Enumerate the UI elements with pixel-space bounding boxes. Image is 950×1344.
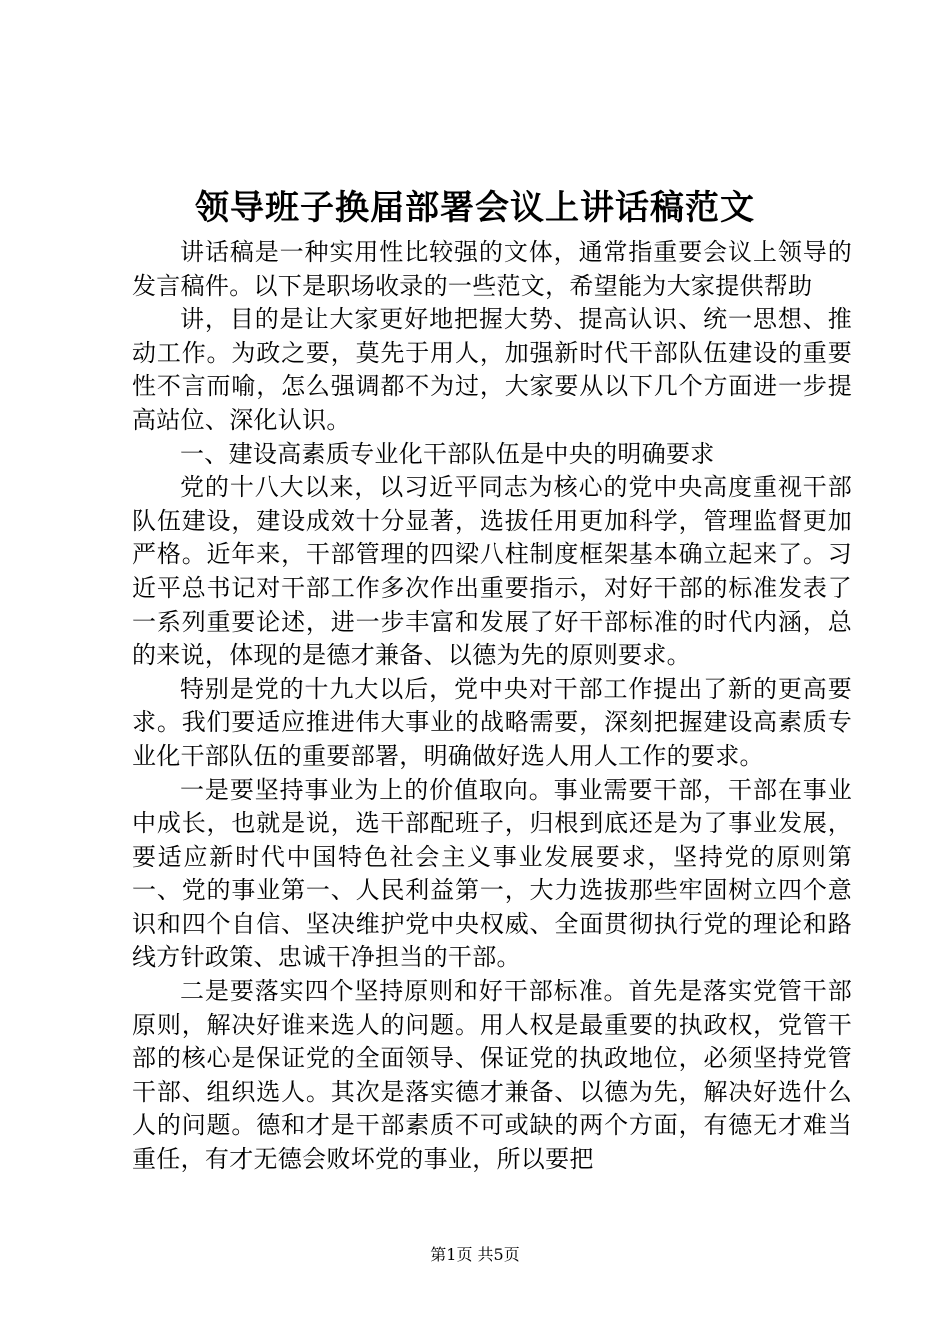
document-title: 领导班子换届部署会议上讲话稿范文 — [195, 188, 755, 228]
section-heading-1: 一、建设高素质专业化干部队伍是中央的明确要求 — [180, 439, 715, 468]
paragraph-19th-congress: 特别是党的十九大以后，党中央对干部工作提出了新的更高要求。我们要适应推进伟大事业的战略需要，深刻把握建设高素质专业化干部队伍的重要部署，明确做好选人用人工作的要求。 — [132, 674, 852, 770]
paragraph-point-1: 一是要坚持事业为上的价值取向。事业需要干部，干部在事业中成长，也就是说，选干部配班子，归根到底还是为了事业发展，要适应新时代中国特色社会主义事业发展要求，坚持党的原则第一、党的事业第一、人民利益第一，大力选拔那些牢固树立四个意识和四个自信、坚决维护党中央权威、全面贯彻执行党的理论和路线方针政策、忠诚干净担当的干部。 — [132, 775, 852, 972]
document-body — [132, 236, 852, 1177]
paragraph-point-2: 二是要落实四个坚持原则和好干部标准。首先是落实党管干部原则，解决好谁来选人的问题。用人权是最重要的执政权，党管干部的核心是保证党的全面领导、保证党的执政地位，必须坚持党管干部、组织选人。其次是落实德才兼备、以德为先，解决好选什么人的问题。德和才是干部素质不可或缺的两个方面，有德无才难当重任，有才无德会败坏党的事业，所以要把 — [132, 977, 852, 1174]
page-footer: 第1页 共5页 — [430, 1245, 520, 1264]
paragraph-purpose: 讲，目的是让大家更好地把握大势、提高认识、统一思想、推动工作。为政之要，莫先于用人，加强新时代干部队伍建设的重要性不言而喻，怎么强调都不为过，大家要从以下几个方面进一步提高站位、深化认识。 — [132, 305, 852, 434]
paragraph-intro: 讲话稿是一种实用性比较强的文体，通常指重要会议上领导的发言稿件。以下是职场收录的一些范文，希望能为大家提供帮助 — [132, 238, 852, 300]
paragraph-18th-congress: 党的十八大以来，以习近平同志为核心的党中央高度重视干部队伍建设，建设成效十分显著，选拔任用更加科学，管理监督更加严格。近年来，干部管理的四梁八柱制度框架基本确立起来了。习近平总书记对干部工作多次作出重要指示，对好干部的标准发表了一系列重要论述，进一步丰富和发展了好干部标准的时代内涵，总的来说，体现的是德才兼备、以德为先的原则要求。 — [132, 473, 852, 670]
